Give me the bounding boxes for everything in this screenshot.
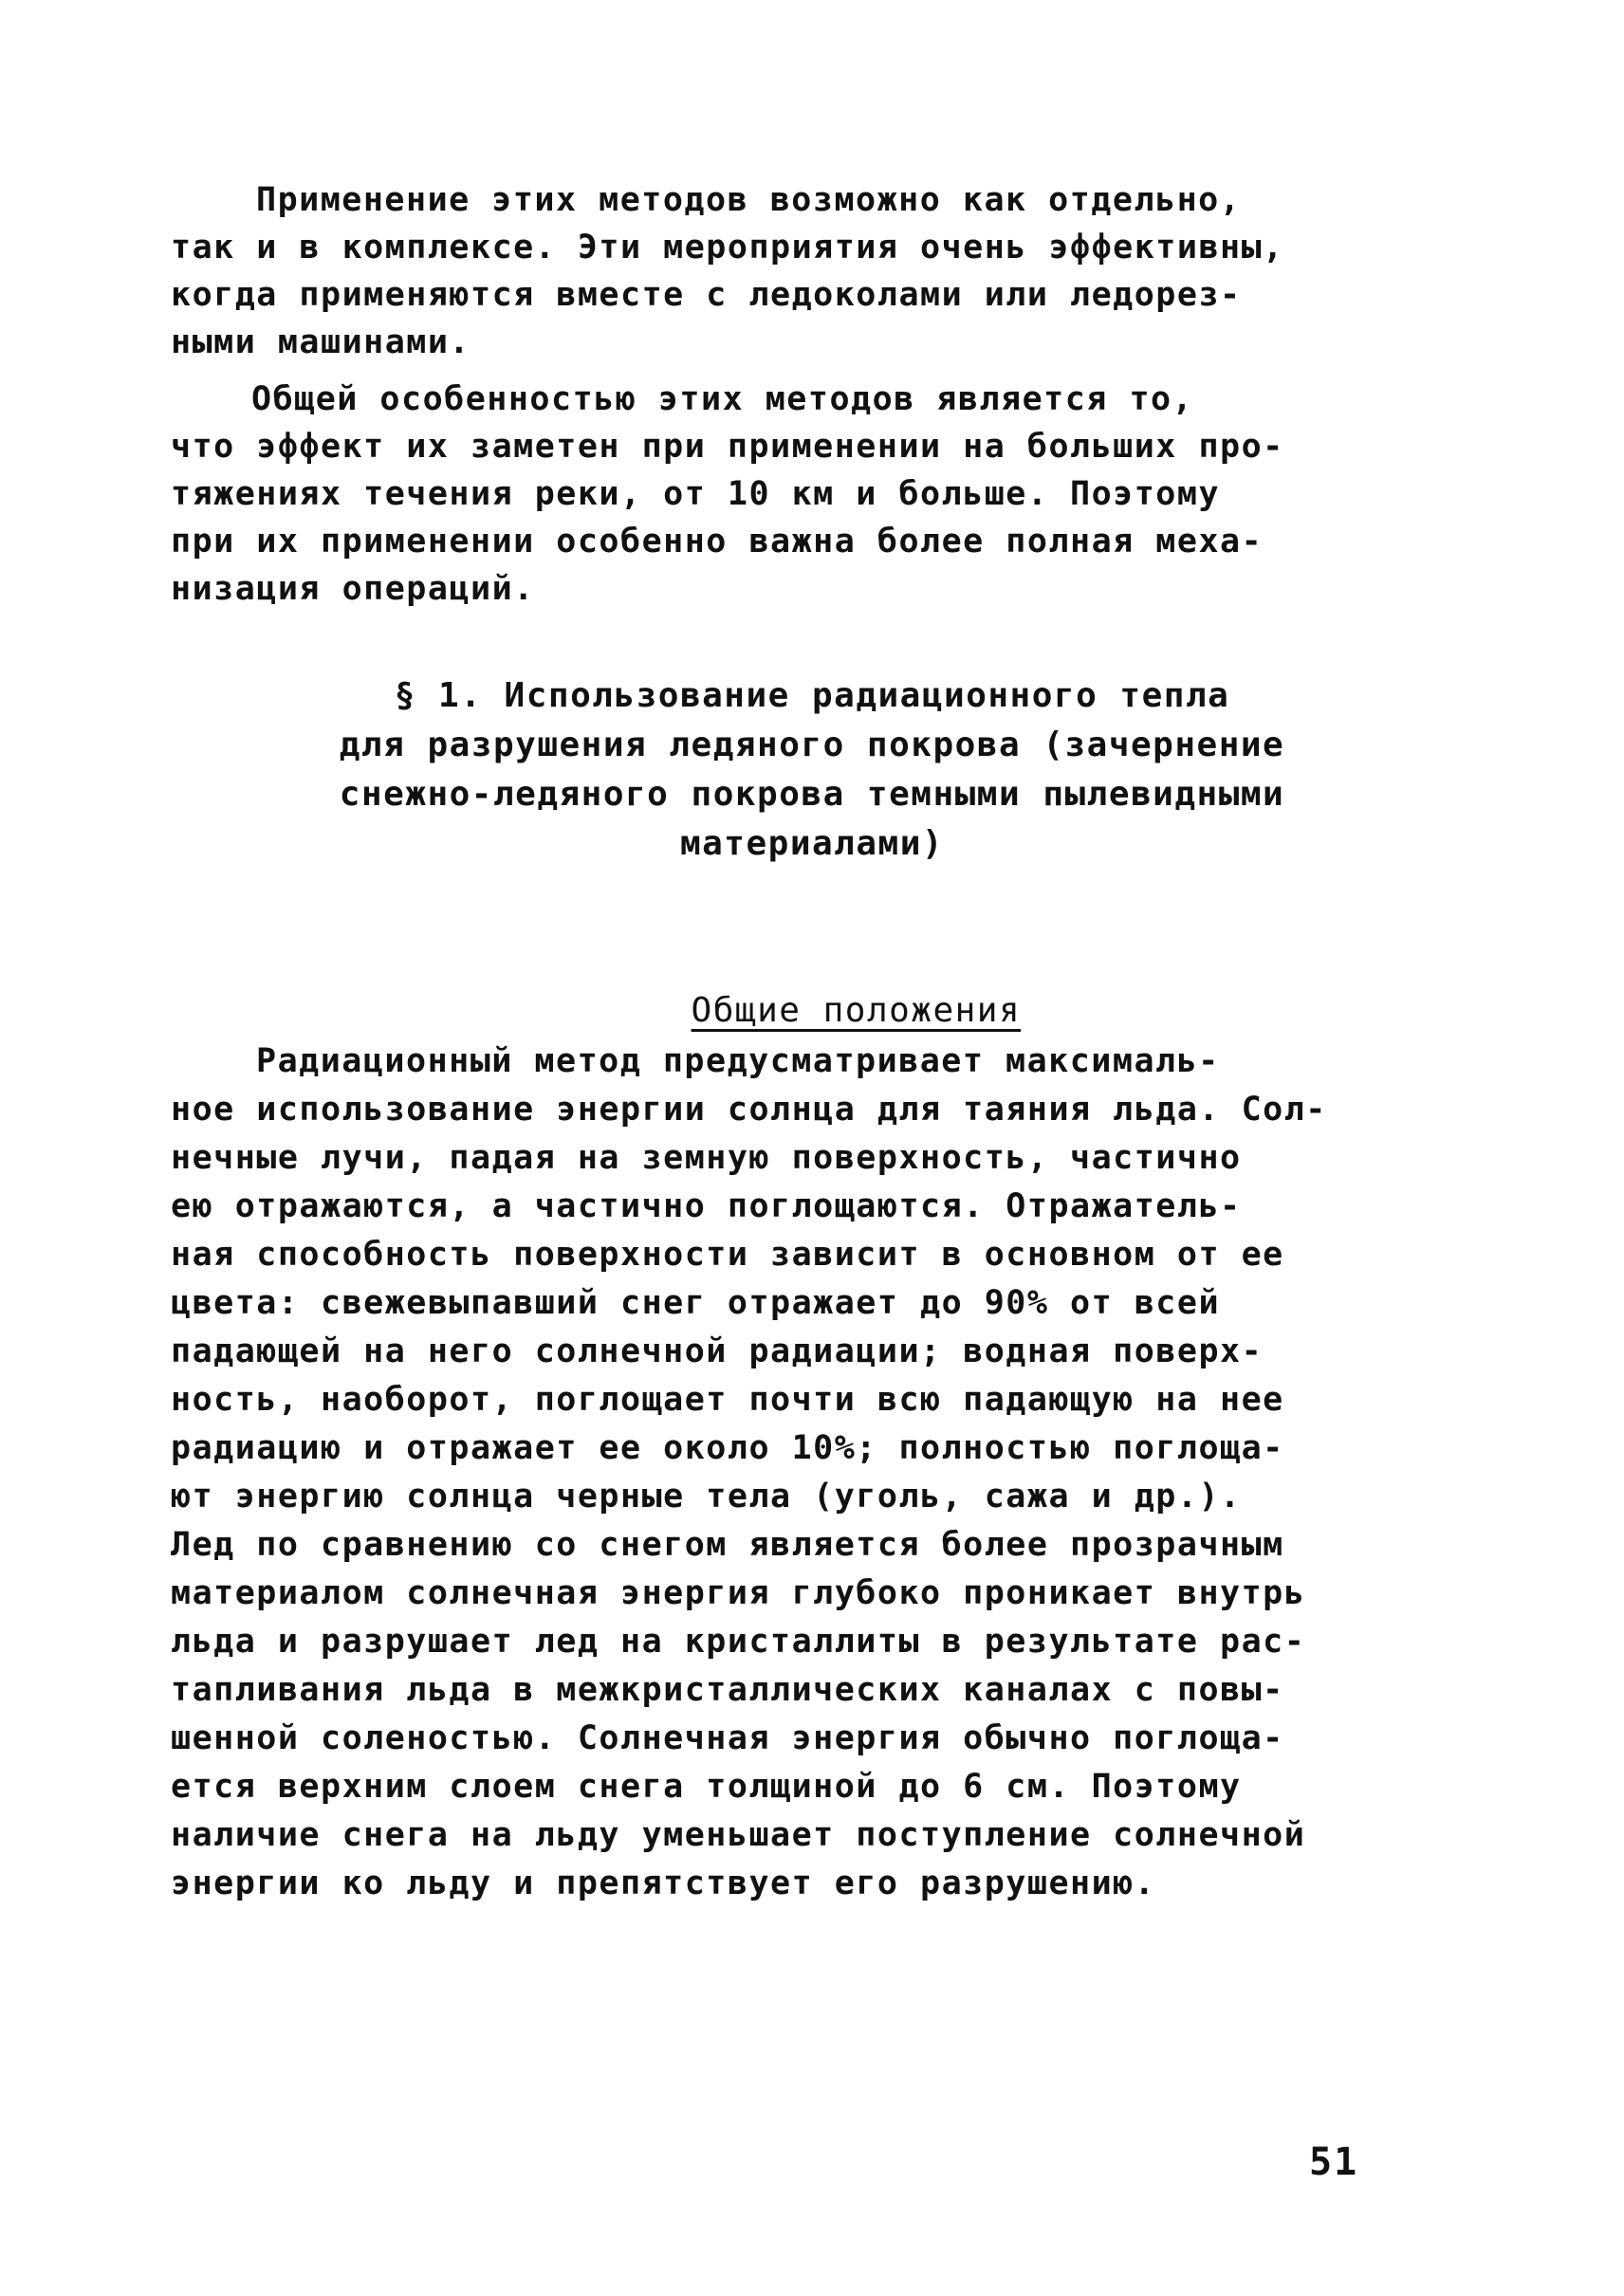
subheading <box>0 937 1624 1030</box>
text-line <box>0 224 1624 271</box>
text-line-content: ею отражаются, а частично поглощаются. Отражатель- <box>171 1187 1242 1225</box>
section-heading-line: для разрушения ледяного покрова (зачернение <box>339 726 1285 764</box>
section-heading-line: § 1. Использование радиационного тепла <box>394 676 1230 715</box>
text-line-content: ное использование энергии солнца для таяния льда. Сол- <box>171 1091 1327 1129</box>
text-line-content: при их применении особенно важна более полная меха- <box>171 523 1264 560</box>
text-line-content: цвета: свежевыпавший снег отражает до 90% от всей <box>171 1284 1221 1322</box>
text-line-content: тяжениях течения реки, от 10 км и больше. Поэтому <box>171 475 1221 513</box>
text-line <box>0 1134 1624 1182</box>
subheading-text: Общие положения <box>691 991 1022 1030</box>
text-line-content: ность, наоборот, поглощает почти всю падающую на нее <box>171 1381 1284 1419</box>
text-line <box>0 1521 1624 1569</box>
text-line <box>0 1666 1624 1714</box>
text-line-content: нечные лучи, падая на земную поверхность, частично <box>171 1139 1242 1177</box>
text-line <box>0 423 1624 470</box>
text-line <box>0 1231 1624 1278</box>
text-line-content: ная способность поверхности зависит в основном от ее <box>171 1236 1284 1274</box>
text-line-content: энергии ко льду и препятствует его разрушению. <box>171 1864 1156 1902</box>
text-line <box>0 176 1624 224</box>
text-line-content: Применение этих методов возможно как отдельно, <box>256 181 1242 219</box>
text-line <box>0 1473 1624 1520</box>
text-line <box>0 1570 1624 1617</box>
text-line-content: когда применяются вместе с ледоколами или ледорез- <box>171 276 1242 314</box>
text-line <box>0 1038 1624 1085</box>
text-line-content: ют энергию солнца черные тела (уголь, сажа и др.). <box>171 1478 1242 1515</box>
text-line <box>0 565 1624 613</box>
text-line-content: низация операций. <box>171 570 535 608</box>
page-number: 51 <box>1309 2140 1359 2184</box>
text-line-content: Общей особенностью этих методов является то, <box>251 380 1194 418</box>
text-line-content: ется верхним слоем снега толщиной до 6 см. Поэтому <box>171 1768 1242 1806</box>
text-line-content: ными машинами. <box>171 323 471 361</box>
text-line-content: тапливания льда в межкристаллических каналах с повы- <box>171 1671 1284 1709</box>
text-line-content: материалом солнечная энергия глубоко проникает внутрь <box>171 1574 1306 1612</box>
text-line-content: радиацию и отражает ее около 10%; полностью поглоща- <box>171 1429 1284 1467</box>
text-line <box>0 1279 1624 1327</box>
text-line <box>0 1424 1624 1472</box>
text-line <box>0 1328 1624 1375</box>
text-line <box>0 1715 1624 1762</box>
text-line <box>0 1763 1624 1810</box>
text-line <box>0 1860 1624 1907</box>
text-line-content: так и в комплексе. Эти мероприятия очень эффективны, <box>171 229 1284 266</box>
text-line-content: шенной соленостью. Солнечная энергия обычно поглоща- <box>171 1719 1284 1757</box>
text-line-content: что эффект их заметен при применении на больших про- <box>171 428 1284 466</box>
section-heading-line: снежно-ледяного покрова темными пылевидными <box>339 775 1285 814</box>
text-line-content: наличие снега на льду уменьшает поступление солнечной <box>171 1816 1306 1854</box>
text-line-content: Радиационный метод предусматривает максималь- <box>256 1042 1220 1080</box>
text-line <box>0 1376 1624 1424</box>
text-line <box>0 1811 1624 1859</box>
text-line <box>0 470 1624 518</box>
text-line <box>0 271 1624 319</box>
text-line <box>0 1086 1624 1133</box>
text-line <box>0 1183 1624 1230</box>
text-line <box>0 1618 1624 1665</box>
text-line-content: льда и разрушает лед на кристаллиты в результате рас- <box>171 1623 1306 1661</box>
text-line <box>0 376 1624 423</box>
text-line-content: падающей на него солнечной радиации; водная поверх- <box>171 1332 1264 1370</box>
text-line <box>0 319 1624 366</box>
text-line-content: Лед по сравнению со снегом является более прозрачным <box>171 1526 1284 1564</box>
section-heading-line: материалами) <box>679 824 945 863</box>
text-line <box>0 518 1624 565</box>
